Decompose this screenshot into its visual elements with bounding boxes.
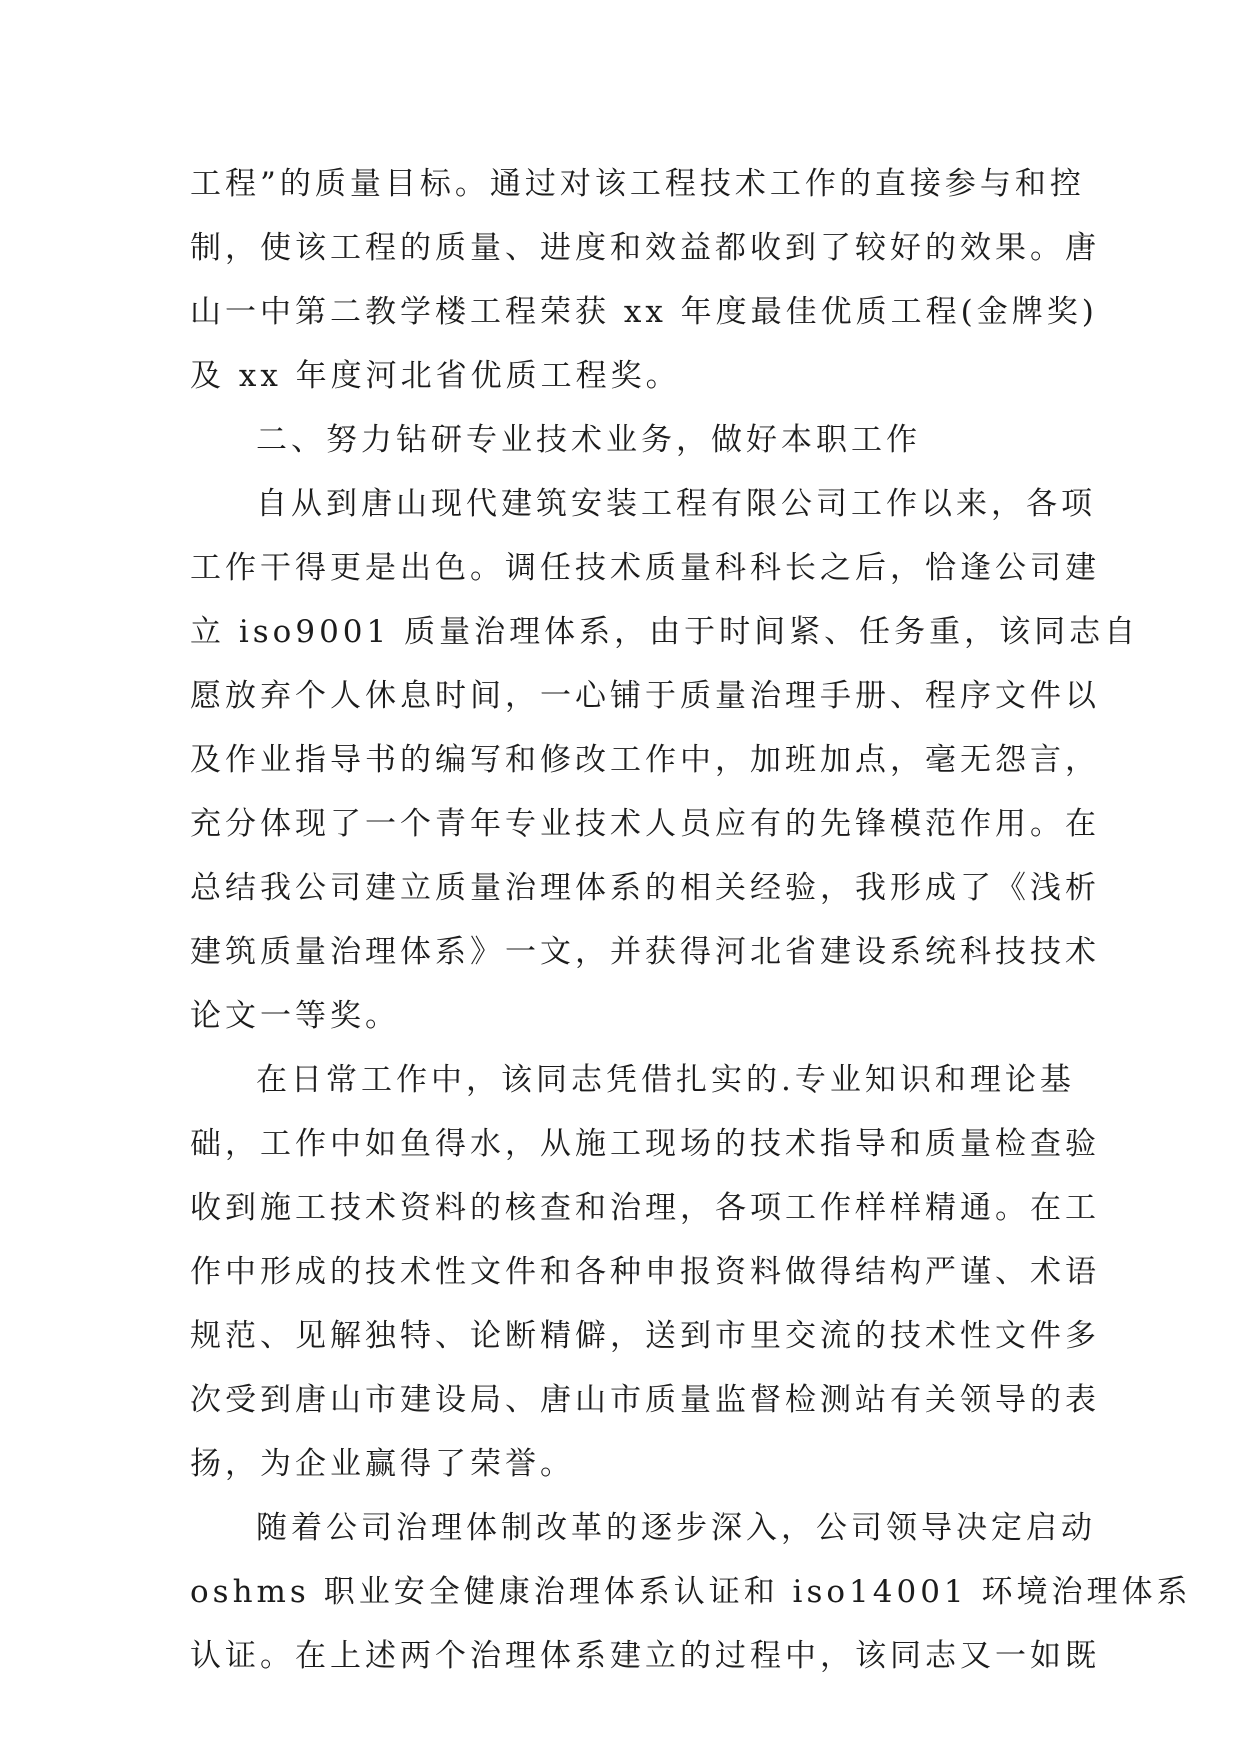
text-line: 立 iso9001 质量治理体系，由于时间紧、任务重，该同志自	[190, 614, 1140, 650]
text-line: 础，工作中如鱼得水，从施工现场的技术指导和质量检查验	[190, 1126, 1100, 1162]
body-text	[190, 152, 1192, 1688]
section-heading: 二、努力钻研专业技术业务，做好本职工作	[256, 422, 921, 458]
text-line: 次受到唐山市建设局、唐山市质量监督检测站有关领导的表	[190, 1382, 1100, 1418]
text-line: 及作业指导书的编写和修改工作中，加班加点，毫无怨言，	[190, 742, 1100, 778]
text-line: 愿放弃个人休息时间，一心铺于质量治理手册、程序文件以	[190, 678, 1100, 714]
text-line: 扬，为企业赢得了荣誉。	[190, 1446, 575, 1482]
text-line: oshms 职业安全健康治理体系认证和 iso14001 环境治理体系	[190, 1574, 1192, 1610]
text-line: 工程”的质量目标。通过对该工程技术工作的直接参与和控	[190, 166, 1085, 202]
text-line: 及 xx 年度河北省优质工程奖。	[190, 358, 681, 394]
text-line: 充分体现了一个青年专业技术人员应有的先锋模范作用。在	[190, 806, 1100, 842]
text-line: 收到施工技术资料的核查和治理，各项工作样样精通。在工	[190, 1190, 1100, 1226]
text-line: 论文一等奖。	[190, 998, 400, 1034]
text-line: 认证。在上述两个治理体系建立的过程中，该同志又一如既	[190, 1638, 1100, 1674]
text-line: 工作干得更是出色。调任技术质量科科长之后，恰逢公司建	[190, 550, 1100, 586]
text-line: 在日常工作中，该同志凭借扎实的.专业知识和理论基	[256, 1062, 1075, 1098]
text-line: 随着公司治理体制改革的逐步深入，公司领导决定启动	[256, 1510, 1096, 1546]
text-line: 自从到唐山现代建筑安装工程有限公司工作以来，各项	[256, 486, 1096, 522]
text-line: 建筑质量治理体系》一文，并获得河北省建设系统科技技术	[190, 934, 1100, 970]
text-line: 总结我公司建立质量治理体系的相关经验，我形成了《浅析	[190, 870, 1100, 906]
text-line: 制，使该工程的质量、进度和效益都收到了较好的效果。唐	[190, 230, 1100, 266]
text-line: 作中形成的技术性文件和各种申报资料做得结构严谨、术语	[190, 1254, 1100, 1290]
text-line: 山一中第二教学楼工程荣获 xx 年度最佳优质工程(金牌奖)	[190, 294, 1098, 330]
text-line: 规范、见解独特、论断精僻，送到市里交流的技术性文件多	[190, 1318, 1100, 1354]
